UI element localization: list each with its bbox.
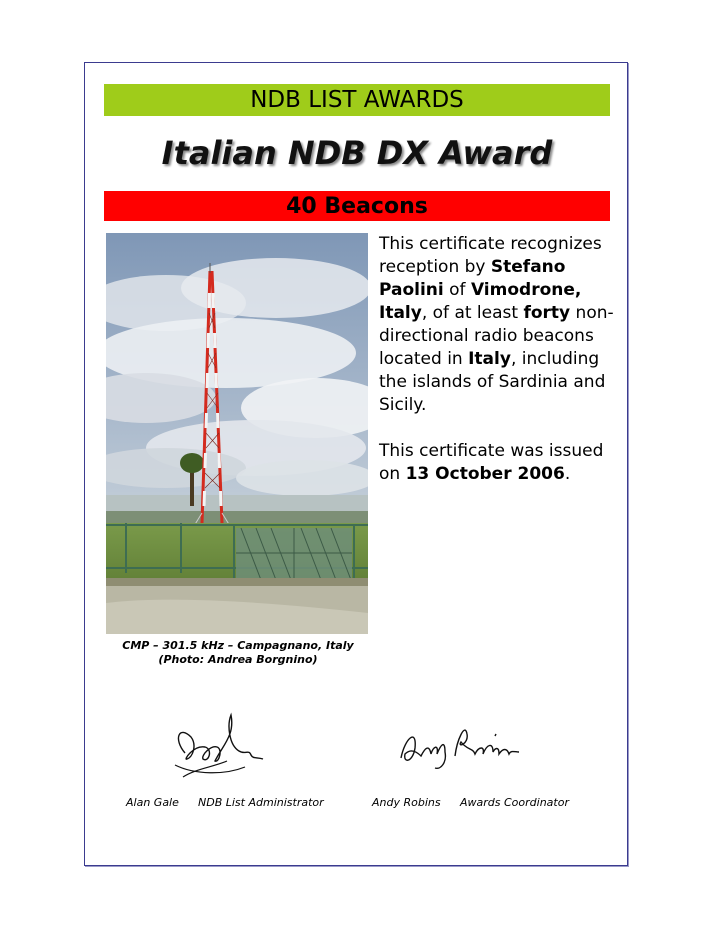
recipient-name: Stefano Paolini [379,257,566,300]
award-level-banner: 40 Beacons [104,191,610,221]
photo-caption [100,639,376,667]
recognition-paragraph: This certificate recognizes reception by Stefano Paolini of Vimodrone, Italy, of at least forty non-directional radio beacons located in Italy, including the islands of Sardinia and Sicily. [379,234,614,415]
andy-robins-signature [395,718,525,778]
certificate-text [379,233,615,509]
right-signatory-name: Andy Robins [372,796,441,809]
left-signatory-name: Alan Gale [126,796,179,809]
beacon-tower-photo [106,233,368,634]
alan-gale-signature [165,705,275,785]
award-title: Italian NDB DX Award [161,134,553,172]
issue-paragraph: This certificate was issued on 13 October 2006. [379,441,604,484]
country-name: Italy [468,349,511,369]
issue-date: 13 October 2006 [405,464,565,484]
left-signatory-role: NDB List Administrator [198,796,324,809]
caption-line-2: (Photo: Andrea Borgnino) [158,653,318,666]
recipient-location: Vimodrone, Italy [379,280,582,323]
right-signatory-role: Awards Coordinator [460,796,569,809]
beacon-count: forty [523,303,571,323]
caption-line-1: CMP – 301.5 kHz – Campagnano, Italy [122,639,354,652]
awards-banner: NDB LIST AWARDS [104,84,610,116]
